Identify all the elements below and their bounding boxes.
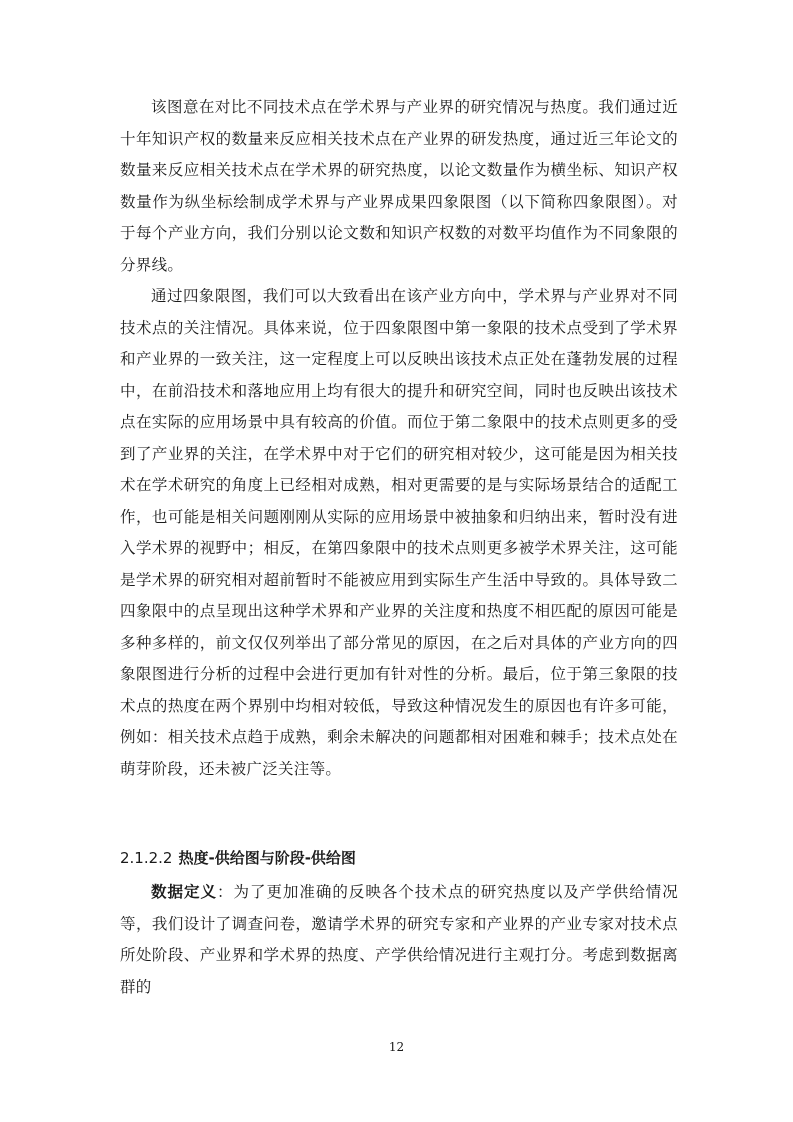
page-number: 12 xyxy=(388,1040,405,1054)
paragraph-1: 该图意在对比不同技术点在学术界与产业界的研究情况与热度。我们通过近十年知识产权的数量来反应相关技术点在产业界的研发热度，通过近三年论文的数量来反应相关技术点在学术界的研究热度，以论文数量作为横坐标、知识产权数量作为纵坐标绘制成学术界与产业界成果四象限图（以下简称四象限图）。对于每个产业方向，我们分别以论文数和知识产权数的对数平均值作为不同象限的分界线。 xyxy=(120,98,678,274)
body-text xyxy=(120,92,678,785)
paragraph-2: 通过四象限图，我们可以大致看出在该产业方向中，学术界与产业界对不同技术点的关注情况。具体来说，位于四象限图中第一象限的技术点受到了学术界和产业界的一致关注，这一定程度上可以反映出该技术点正处在蓬勃发展的过程中，在前沿技术和落地应用上均有很大的提升和研究空间，同时也反映出该技术点在实际的应用场景中具有较高的价值。而位于第二象限中的技术点则更多的受到了产业界的关注，在学术界中对于它们的研究相对较少，这可能是因为相关技术在学术研究的角度上已经相对成熟，相对更需要的是与实际场景结合的适配工作，也可能是相关问题刚刚从实际的应用场景中被抽象和归纳出来，暂时没有进入学术界的视野中；相反，在第四象限中的技术点则更多被学术界关注，这可能是学术界的研究相对超前暂时不能被应用到实际生产生活中导致的。具体导致二四象限中的点呈现出这种学术界和产业界的关注度和热度不相匹配的原因可能是多种多样的，前文仅仅列举出了部分常见的原因，在之后对具体的产业方向的四象限图进行分析的过程中会进行更加有针对性的分析。最后，位于第三象限的技术点的热度在两个界别中均相对较低，导致这种情况发生的原因也有许多可能，例如：相关技术点趋于成熟，剩余未解决的问题都相对困难和棘手；技术点处在萌芽阶段，还未被广泛关注等。 xyxy=(120,287,678,778)
paragraph-3-text: 为了更加准确的反映各个技术点的研究热度以及产学供给情况等，我们设计了调查问卷，邀请学术界的研究专家和产业界的产业专家对技术点所处阶段、产业界和学术界的热度、产学供给情况进行主观打分。考虑到数据离群的 xyxy=(120,883,678,996)
section-body xyxy=(120,876,678,1003)
data-definition-label: 数据定义 xyxy=(151,882,217,901)
lead-separator: ： xyxy=(216,883,234,901)
paragraph-3 xyxy=(120,876,678,1003)
section-number: 2.1.2.2 xyxy=(120,849,173,867)
section-heading xyxy=(120,843,678,873)
section-title: 热度-供给图与阶段-供给图 xyxy=(178,849,356,867)
